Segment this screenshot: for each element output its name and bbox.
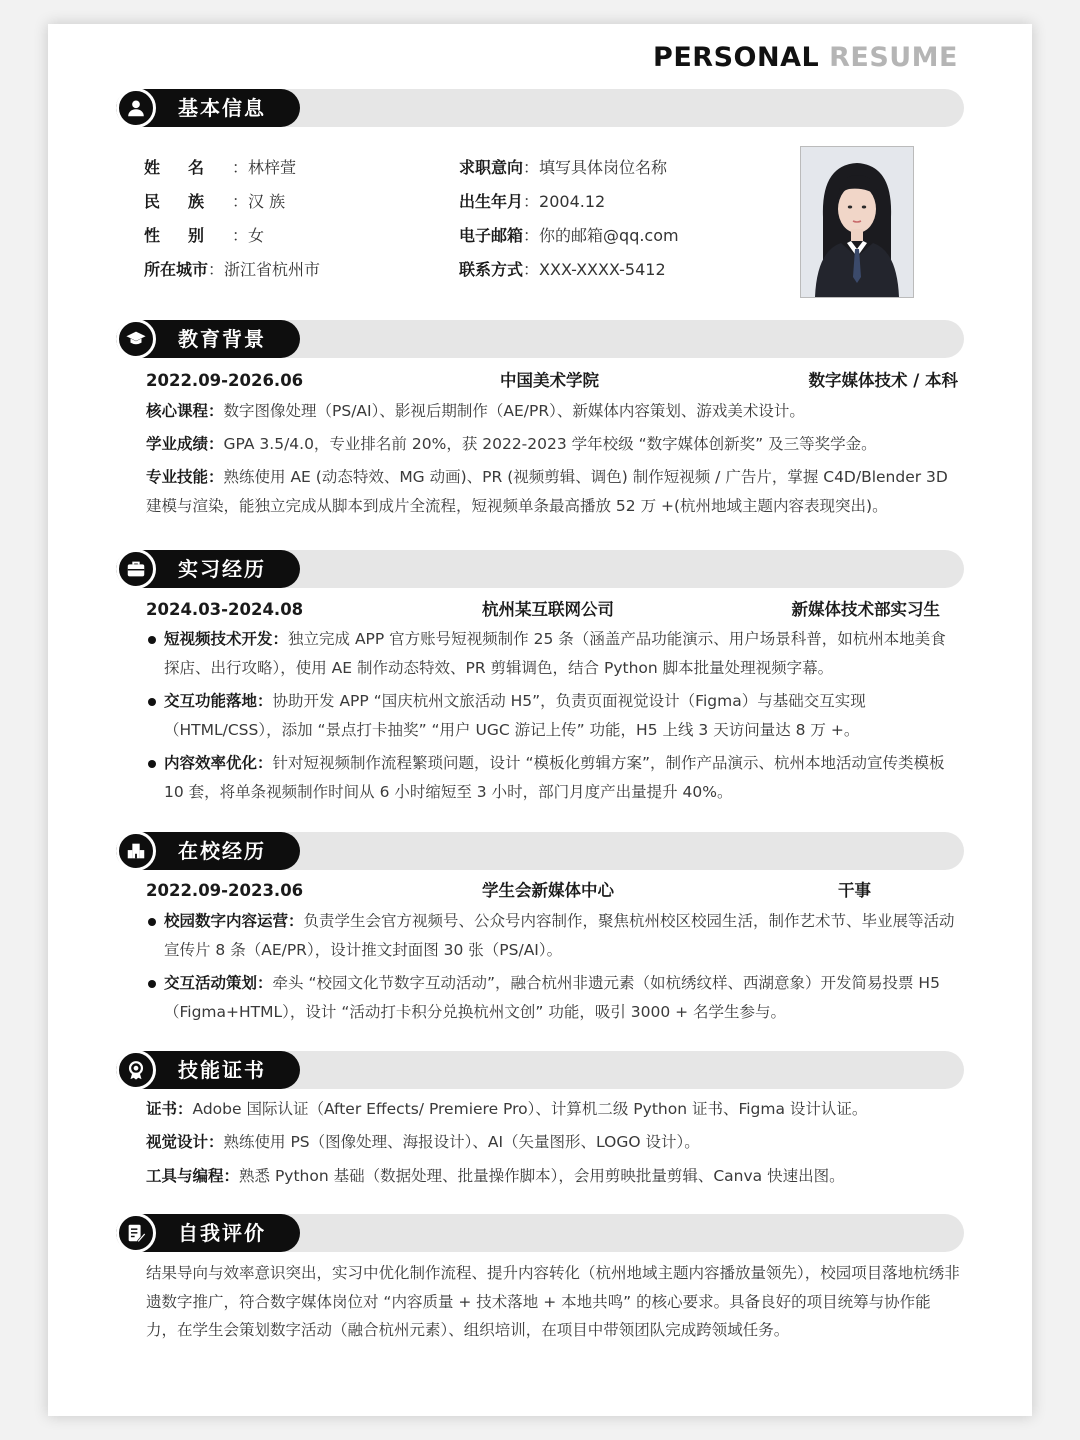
gender-value: 女 <box>248 226 265 245</box>
name-value: 林梓萱 <box>248 158 297 177</box>
job-value: 填写具体岗位名称 <box>539 158 668 177</box>
briefcase-icon <box>116 549 156 589</box>
profile-photo <box>800 146 914 298</box>
section-skills-header <box>116 1051 964 1089</box>
title-dark: PERSONAL <box>653 42 820 73</box>
title-light: RESUME <box>829 42 958 73</box>
edit-note-icon <box>116 1213 156 1253</box>
skills-tools: 工具与编程：熟悉 Python 基础（数据处理、批量操作脚本），会用剪映批量剪辑、Canva 快速出图。 <box>146 1167 845 1185</box>
city-row: 所在城市：浙江省杭州市 <box>144 260 321 279</box>
education-courses: 核心课程：数字图像处理（PS/AI）、影视后期制作（AE/PR）、新媒体内容策划、游戏美术设计。 <box>146 402 805 420</box>
section-education-header <box>116 320 964 358</box>
internship-date: 2024.03-2024.08 <box>146 600 304 619</box>
skills-visual: 视觉设计：熟练使用 PS（图像处理、海报设计）、AI（矢量图形、LOGO 设计）。 <box>146 1133 700 1151</box>
resume-page <box>48 24 1032 1416</box>
nation-row: 民族：汉 族 <box>144 192 286 211</box>
education-summary <box>146 367 958 395</box>
campus-org: 学生会新媒体中心 <box>482 881 614 900</box>
nation-value: 汉 族 <box>248 192 286 211</box>
building-icon <box>116 831 156 871</box>
graduation-cap-icon <box>116 319 156 359</box>
education-major: 数字媒体技术 / 本科 <box>808 371 958 390</box>
self-evaluation: 结果导向与效率意识突出，实习中优化制作流程、提升内容转化（杭州地域主题内容播放量领先），校园项目落地杭绣非遗数字推广，符合数字媒体岗位对 “内容质量 + 技术落地 + 本地共鸣” 的核心要求。具备良好的项目统筹与协作能力，在学生会策划数字活动（融合杭州元素）、组织培训，在项目中带领团队完成跨领域任务。 <box>146 1264 960 1339</box>
campus-summary <box>146 877 958 905</box>
internship-item: 内容效率优化：针对短视频制作流程繁琐问题，设计 “模板化剪辑方案”，制作产品演示、杭州本地活动宣传类模板 10 套，将单条视频制作时间从 6 小时缩短至 3 小时，部门月度产出量提升 40%。 <box>146 749 958 806</box>
education-skills: 专业技能：熟练使用 AE (动态特效、MG 动画)、PR (视频剪辑、调色) 制作短视频 / 广告片，掌握 C4D/Blender 3D 建模与渲染，能独立完成从脚本到成片全流程，短视频单条最高播放 52 万 +(杭州地域主题内容表现突出)。 <box>146 468 948 515</box>
birth-row: 出生年月：2004.12 <box>459 192 606 211</box>
bullet-dot <box>148 636 156 644</box>
email-row: 电子邮箱：你的邮箱@qq.com <box>459 226 679 245</box>
internship-summary <box>146 596 958 624</box>
campus-item: 交互活动策划：牵头 “校园文化节数字互动活动”，融合杭州非遗元素（如杭绣纹样、西湖意象）开发简易投票 H5（Figma+HTML），设计 “活动打卡积分兑换杭州文创” 功能，吸引 3000 + 名学生参与。 <box>146 969 958 1026</box>
campus-date: 2022.09-2023.06 <box>146 881 304 900</box>
job-row: 求职意向：填写具体岗位名称 <box>459 158 668 177</box>
internship-item: 短视频技术开发：独立完成 APP 官方账号短视频制作 25 条（涵盖产品功能演示、用户场景科普，如杭州本地美食探店、出行攻略），使用 AE 制作动态特效、PR 剪辑调色，结合 Python 脚本批量处理视频字幕。 <box>146 625 958 682</box>
section-skills-title: 技能证书 <box>178 1058 266 1082</box>
user-icon <box>116 88 156 128</box>
gender-row: 性别：女 <box>144 226 265 245</box>
section-internship-header <box>116 550 964 588</box>
section-self-header <box>116 1214 964 1252</box>
section-internship-title: 实习经历 <box>178 557 266 581</box>
bullet-dot <box>148 760 156 768</box>
bullet-dot <box>148 698 156 706</box>
section-campus-header <box>116 832 964 870</box>
skills-cert: 证书：Adobe 国际认证（After Effects/ Premiere Pro）、计算机二级 Python 证书、Figma 设计认证。 <box>146 1100 868 1118</box>
phone-value: XXX-XXXX-5412 <box>539 260 666 279</box>
bullet-dot <box>148 980 156 988</box>
campus-role: 干事 <box>838 881 871 900</box>
campus-item: 校园数字内容运营：负责学生会官方视频号、公众号内容制作，聚焦杭州校区校园生活，制作艺术节、毕业展等活动宣传片 8 条（AE/PR），设计推文封面图 30 张（PS/AI）。 <box>146 907 958 964</box>
birth-value: 2004.12 <box>539 192 606 211</box>
section-self-title: 自我评价 <box>178 1221 266 1245</box>
bullet-dot <box>148 918 156 926</box>
education-grades: 学业成绩：GPA 3.5/4.0，专业排名前 20%，获 2022-2023 学年校级 “数字媒体创新奖” 及三等奖学金。 <box>146 435 877 453</box>
award-icon <box>116 1050 156 1090</box>
section-basic-title: 基本信息 <box>178 96 266 120</box>
email-value: 你的邮箱@qq.com <box>539 226 679 245</box>
name-row: 姓名：林梓萱 <box>144 158 297 177</box>
phone-row: 联系方式：XXX-XXXX-5412 <box>459 260 666 279</box>
internship-item: 交互功能落地：协助开发 APP “国庆杭州文旅活动 H5”，负责页面视觉设计（Figma）与基础交互实现（HTML/CSS），添加 “景点打卡抽奖” “用户 UGC 游记上传” 功能，H5 上线 3 天访问量达 8 万 +。 <box>146 687 958 744</box>
education-school: 中国美术学院 <box>500 371 599 390</box>
city-value: 浙江省杭州市 <box>224 260 321 279</box>
section-basic-header <box>116 89 964 127</box>
education-date: 2022.09-2026.06 <box>146 371 304 390</box>
resume-title <box>653 42 958 73</box>
internship-role: 新媒体技术部实习生 <box>791 600 940 619</box>
section-education-title: 教育背景 <box>178 327 266 351</box>
section-campus-title: 在校经历 <box>178 839 266 863</box>
internship-company: 杭州某互联网公司 <box>482 600 614 619</box>
